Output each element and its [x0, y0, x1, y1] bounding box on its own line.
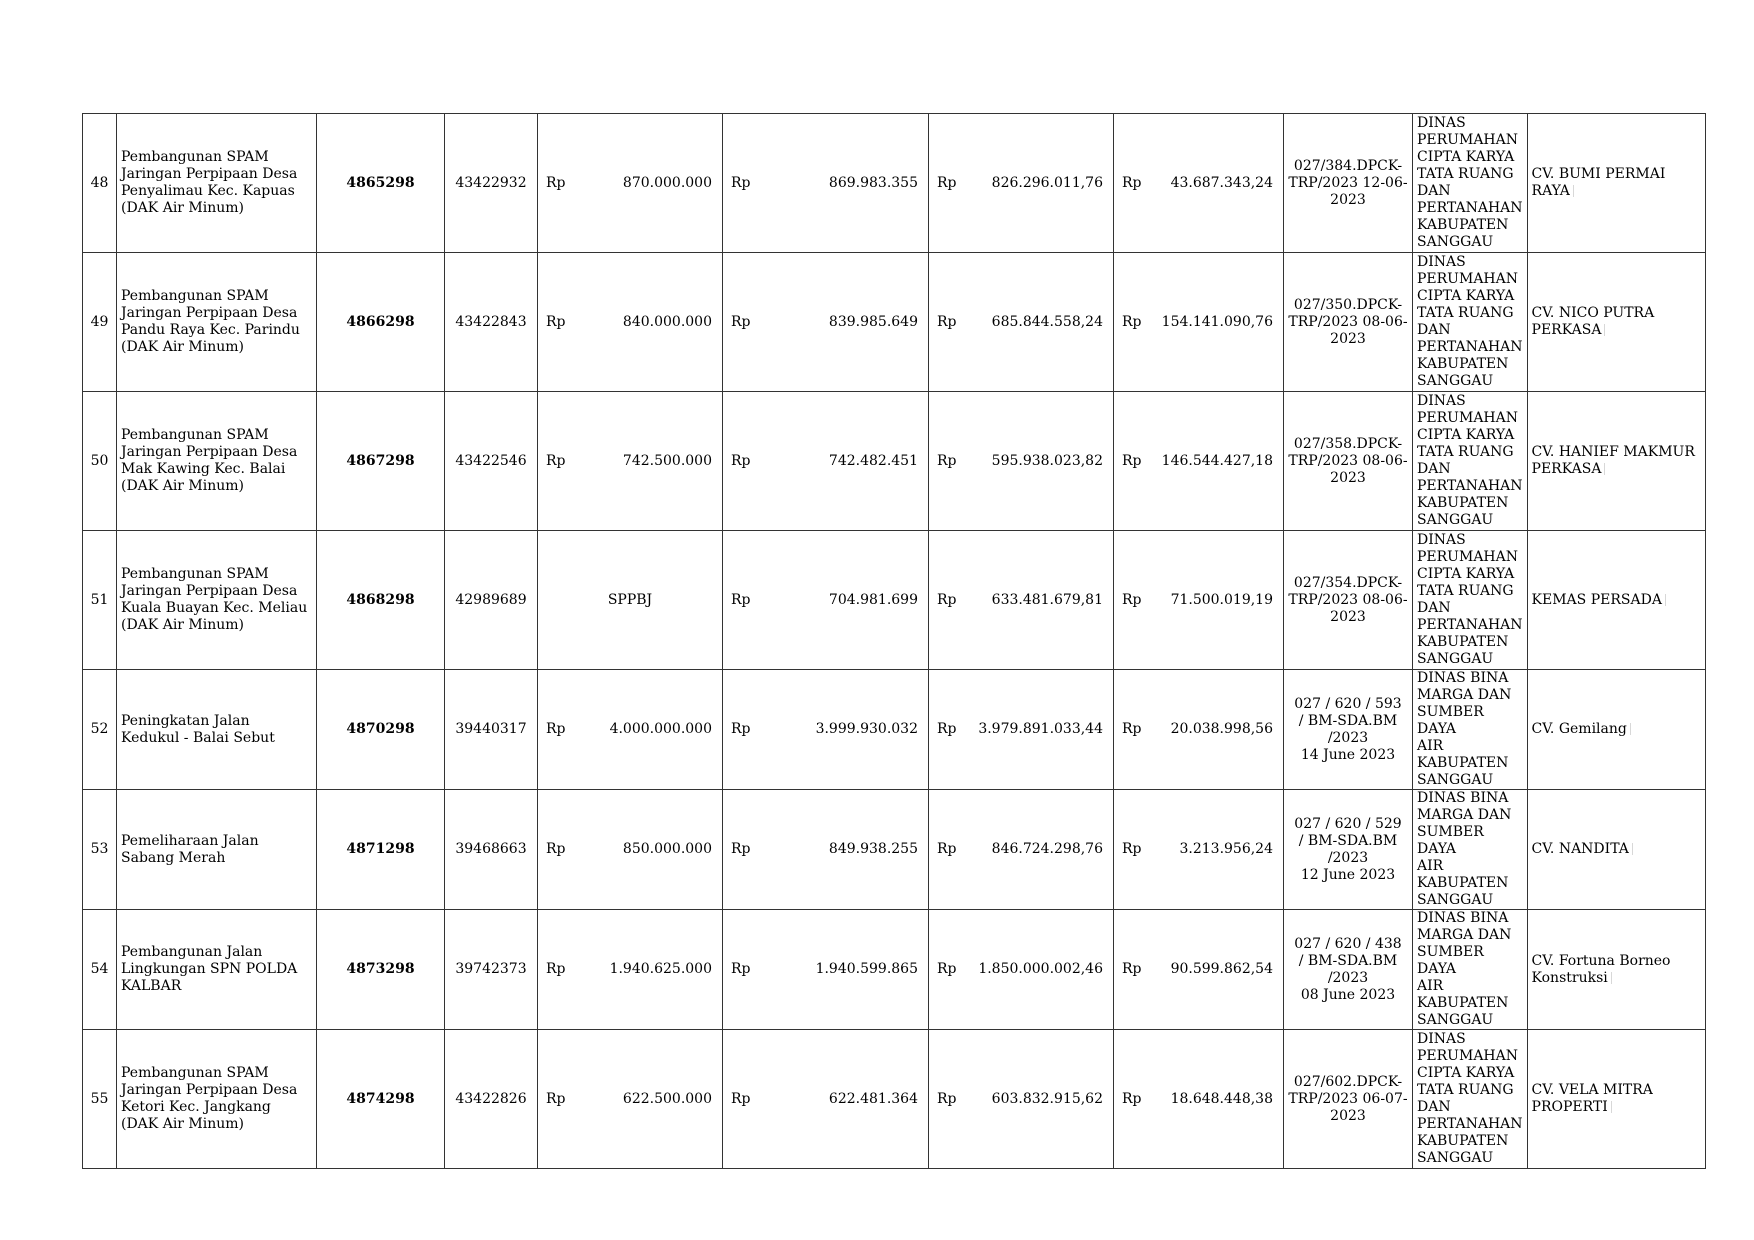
agency-name — [1413, 910, 1528, 1030]
contract-cell — [929, 910, 1114, 1030]
spk-line: / BM-SDA.BM — [1298, 712, 1398, 729]
pagu-cell-value: 840.000.000 — [622, 313, 712, 330]
agency-line: KABUPATEN — [1417, 755, 1509, 771]
spk-line: 027/350.DPCK- — [1293, 296, 1403, 313]
spk-line: /2023 — [1327, 969, 1369, 986]
table-row — [83, 392, 1706, 531]
difference-cell — [1114, 531, 1284, 670]
row-number: 48 — [83, 114, 117, 253]
currency-label: Rp — [546, 174, 566, 191]
difference-cell-value: 154.141.090,76 — [1161, 313, 1273, 330]
job-name: Pembangunan SPAM Jaringan Perpipaan Desa Kuala Buayan Kec. Meliau (DAK Air Minum) — [117, 531, 317, 670]
hps-cell — [723, 1030, 929, 1169]
pagu-cell — [538, 790, 723, 910]
hps-cell-value: 1.940.599.865 — [815, 961, 918, 977]
agency-line: PERTANAHAN — [1417, 478, 1523, 494]
contract-cell-value: 846.724.298,76 — [991, 841, 1103, 857]
currency-label: Rp — [1122, 841, 1142, 857]
spk-line: TRP/2023 08-06- — [1288, 591, 1408, 608]
agency-line: SUMBER DAYA — [1417, 704, 1484, 737]
row-number: 55 — [83, 1030, 117, 1169]
spk-line: /2023 — [1327, 729, 1369, 746]
difference-cell — [1114, 114, 1284, 253]
difference-cell-value: 20.038.998,56 — [1170, 721, 1273, 737]
contract-cell-value: 3.979.891.033,44 — [978, 721, 1103, 737]
tender-code: 39440317 — [445, 670, 538, 790]
currency-label: Rp — [546, 721, 566, 737]
currency-label: Rp — [1122, 591, 1142, 608]
agency-name — [1413, 1030, 1528, 1169]
agency-line: DINAS BINA — [1417, 790, 1509, 806]
agency-line: DINAS — [1417, 1031, 1466, 1047]
pagu-cell — [538, 531, 723, 670]
spk-line: / BM-SDA.BM — [1298, 832, 1398, 849]
agency-line: CIPTA KARYA — [1417, 1065, 1515, 1081]
agency-line: MARGA DAN — [1417, 807, 1512, 823]
vendor-label: CV. VELA MITRA PROPERTI — [1531, 1082, 1653, 1115]
vendor-label: CV. NICO PUTRA PERKASA — [1531, 305, 1655, 338]
tender-code: 42989689 — [445, 531, 538, 670]
contract-cell-value: 633.481.679,81 — [991, 591, 1103, 608]
job-name: Pembangunan SPAM Jaringan Perpipaan Desa Ketori Kec. Jangkang (DAK Air Minum) — [117, 1030, 317, 1169]
agency-line: PERTANAHAN — [1417, 339, 1523, 355]
hps-cell-value: 849.938.255 — [828, 841, 918, 857]
text-cursor-mark — [1573, 185, 1574, 197]
pagu-cell-value: 1.940.625.000 — [609, 961, 712, 977]
agency-line: SANGGAU — [1417, 512, 1494, 528]
row-number: 53 — [83, 790, 117, 910]
agency-line: SANGGAU — [1417, 373, 1494, 389]
agency-line: DAN — [1417, 1099, 1451, 1115]
contract-cell-value: 685.844.558,24 — [991, 313, 1103, 330]
currency-label: Rp — [546, 841, 566, 857]
spk-line: 027 / 620 / 438 — [1294, 935, 1402, 952]
contract-cell — [929, 531, 1114, 670]
job-name: Pemeliharaan Jalan Sabang Merah — [117, 790, 317, 910]
agency-line: SANGGAU — [1417, 234, 1494, 250]
rup-code: 4873298 — [317, 910, 445, 1030]
currency-label: Rp — [731, 841, 751, 857]
spk-line: 08 June 2023 — [1300, 986, 1396, 1003]
spk-number — [1284, 1030, 1413, 1169]
hps-cell — [723, 114, 929, 253]
rup-code: 4866298 — [317, 253, 445, 392]
pagu-cell-value: 4.000.000.000 — [609, 721, 712, 737]
agency-line: SUMBER DAYA — [1417, 824, 1484, 857]
text-cursor-mark — [1665, 594, 1666, 606]
hps-cell-value: 742.482.451 — [828, 452, 918, 469]
table-row — [83, 790, 1706, 910]
currency-label: Rp — [937, 1090, 957, 1107]
agency-line: TATA RUANG — [1417, 305, 1514, 321]
hps-cell — [723, 253, 929, 392]
agency-line: KABUPATEN — [1417, 634, 1509, 650]
agency-line: KABUPATEN — [1417, 875, 1509, 891]
agency-line: CIPTA KARYA — [1417, 566, 1515, 582]
currency-label: Rp — [731, 1090, 751, 1107]
job-name: Pembangunan SPAM Jaringan Perpipaan Desa Penyalimau Kec. Kapuas (DAK Air Minum) — [117, 114, 317, 253]
contract-cell — [929, 1030, 1114, 1169]
agency-line: TATA RUANG — [1417, 444, 1514, 460]
difference-cell-value: 18.648.448,38 — [1170, 1090, 1273, 1107]
text-cursor-mark — [1632, 843, 1633, 855]
table-row — [83, 531, 1706, 670]
vendor-label: KEMAS PERSADA — [1531, 591, 1662, 608]
currency-label: Rp — [937, 313, 957, 330]
agency-line: DINAS BINA — [1417, 910, 1509, 926]
pagu-cell-value: 870.000.000 — [622, 174, 712, 191]
rup-code: 4865298 — [317, 114, 445, 253]
agency-line: AIR — [1417, 738, 1444, 754]
spk-line: TRP/2023 12-06- — [1288, 174, 1408, 191]
contract-cell-value: 1.850.000.002,46 — [978, 961, 1103, 977]
spk-line: 12 June 2023 — [1300, 866, 1396, 883]
hps-cell-value: 839.985.649 — [828, 313, 918, 330]
currency-label: Rp — [731, 452, 751, 469]
agency-name — [1413, 253, 1528, 392]
hps-cell-value: 622.481.364 — [828, 1090, 918, 1107]
difference-cell-value: 71.500.019,19 — [1170, 591, 1273, 608]
spk-line: 027/354.DPCK- — [1293, 574, 1403, 591]
currency-label: Rp — [937, 452, 957, 469]
currency-label: Rp — [546, 1090, 566, 1107]
agency-line: SUMBER DAYA — [1417, 944, 1484, 977]
rup-code: 4870298 — [317, 670, 445, 790]
vendor-name — [1527, 670, 1705, 790]
spk-line: 027/384.DPCK- — [1293, 157, 1403, 174]
pagu-cell — [538, 670, 723, 790]
agency-line: PERUMAHAN — [1417, 271, 1518, 287]
spk-number — [1284, 670, 1413, 790]
agency-line: KABUPATEN — [1417, 495, 1509, 511]
table-row — [83, 253, 1706, 392]
tender-code: 43422546 — [445, 392, 538, 531]
agency-line: PERTANAHAN — [1417, 1116, 1523, 1132]
agency-line: AIR — [1417, 978, 1444, 994]
difference-cell-value: 43.687.343,24 — [1170, 174, 1273, 191]
currency-label: Rp — [1122, 961, 1142, 977]
vendor-label: CV. Fortuna Borneo Konstruksi — [1531, 952, 1671, 986]
job-name: Pembangunan SPAM Jaringan Perpipaan Desa Pandu Raya Kec. Parindu (DAK Air Minum) — [117, 253, 317, 392]
agency-line: PERUMAHAN — [1417, 410, 1518, 426]
agency-line: DAN — [1417, 183, 1451, 199]
rup-code: 4874298 — [317, 1030, 445, 1169]
text-cursor-mark — [1611, 972, 1612, 984]
row-number: 54 — [83, 910, 117, 1030]
vendor-name — [1527, 392, 1705, 531]
spk-number — [1284, 790, 1413, 910]
spk-line: 027/602.DPCK- — [1293, 1073, 1403, 1090]
agency-line: PERUMAHAN — [1417, 132, 1518, 148]
currency-label: Rp — [731, 721, 751, 737]
spk-line: /2023 — [1327, 849, 1369, 866]
spk-line: 027/358.DPCK- — [1293, 435, 1403, 452]
text-cursor-mark — [1630, 723, 1631, 735]
difference-cell-value: 90.599.862,54 — [1170, 961, 1273, 977]
table-row — [83, 1030, 1706, 1169]
vendor-name — [1527, 253, 1705, 392]
hps-cell-value: 869.983.355 — [828, 174, 918, 191]
agency-line: SANGGAU — [1417, 892, 1494, 908]
agency-name — [1413, 790, 1528, 910]
spk-line: 2023 — [1330, 330, 1366, 347]
currency-label: Rp — [937, 961, 957, 977]
tender-code: 39742373 — [445, 910, 538, 1030]
currency-label: Rp — [731, 313, 751, 330]
vendor-name — [1527, 531, 1705, 670]
spk-line: TRP/2023 08-06- — [1288, 313, 1408, 330]
difference-cell — [1114, 1030, 1284, 1169]
pagu-status: SPPBJ — [607, 591, 653, 608]
spk-number — [1284, 531, 1413, 670]
difference-cell — [1114, 910, 1284, 1030]
contract-cell — [929, 670, 1114, 790]
agency-line: AIR — [1417, 858, 1444, 874]
contract-cell — [929, 253, 1114, 392]
spk-number — [1284, 392, 1413, 531]
job-name: Pembangunan Jalan Lingkungan SPN POLDA KALBAR — [117, 910, 317, 1030]
row-number: 50 — [83, 392, 117, 531]
spk-line: 2023 — [1330, 469, 1366, 486]
pagu-cell-value: 850.000.000 — [622, 841, 712, 857]
agency-line: MARGA DAN — [1417, 687, 1512, 703]
agency-name — [1413, 531, 1528, 670]
currency-label: Rp — [731, 174, 751, 191]
agency-line: KABUPATEN — [1417, 217, 1509, 233]
difference-cell-value: 3.213.956,24 — [1179, 841, 1273, 857]
agency-line: DINAS — [1417, 115, 1466, 131]
vendor-label: CV. HANIEF MAKMUR PERKASA — [1531, 444, 1695, 477]
spk-number — [1284, 910, 1413, 1030]
currency-label: Rp — [546, 452, 566, 469]
contract-cell-value: 595.938.023,82 — [991, 452, 1103, 469]
spk-line: TRP/2023 08-06- — [1288, 452, 1408, 469]
spk-line: 027 / 620 / 529 — [1294, 815, 1402, 832]
spk-line: 2023 — [1330, 191, 1366, 208]
tender-code: 43422826 — [445, 1030, 538, 1169]
hps-cell-value: 704.981.699 — [828, 591, 918, 608]
currency-label: Rp — [937, 174, 957, 191]
vendor-name — [1527, 790, 1705, 910]
pagu-cell-value: 742.500.000 — [622, 452, 712, 469]
currency-label: Rp — [731, 591, 751, 608]
hps-cell — [723, 790, 929, 910]
agency-line: DINAS — [1417, 254, 1466, 270]
currency-label: Rp — [1122, 721, 1142, 737]
agency-line: SANGGAU — [1417, 1012, 1494, 1028]
agency-line: DAN — [1417, 322, 1451, 338]
text-cursor-mark — [1604, 324, 1605, 336]
spk-line: 027 / 620 / 593 — [1294, 695, 1402, 712]
spk-line: 14 June 2023 — [1300, 746, 1396, 763]
spk-line: 2023 — [1330, 1107, 1366, 1124]
vendor-name — [1527, 910, 1705, 1030]
currency-label: Rp — [937, 721, 957, 737]
agency-name — [1413, 392, 1528, 531]
contract-cell — [929, 790, 1114, 910]
agency-line: KABUPATEN — [1417, 1133, 1509, 1149]
agency-line: SANGGAU — [1417, 651, 1494, 667]
agency-name — [1413, 114, 1528, 253]
difference-cell-value: 146.544.427,18 — [1161, 452, 1273, 469]
currency-label: Rp — [546, 313, 566, 330]
spk-line: 2023 — [1330, 608, 1366, 625]
hps-cell — [723, 392, 929, 531]
table-row — [83, 910, 1706, 1030]
hps-cell — [723, 910, 929, 1030]
pagu-cell — [538, 253, 723, 392]
pagu-cell — [538, 910, 723, 1030]
agency-line: DINAS BINA — [1417, 670, 1509, 686]
spk-number — [1284, 253, 1413, 392]
table-body — [83, 114, 1706, 1169]
agency-line: PERUMAHAN — [1417, 1048, 1518, 1064]
agency-line: SANGGAU — [1417, 772, 1494, 788]
agency-line: DAN — [1417, 600, 1451, 616]
vendor-name — [1527, 1030, 1705, 1169]
agency-line: KABUPATEN — [1417, 995, 1509, 1011]
agency-name — [1413, 670, 1528, 790]
pagu-cell — [538, 392, 723, 531]
agency-line: CIPTA KARYA — [1417, 288, 1515, 304]
job-name: Pembangunan SPAM Jaringan Perpipaan Desa Mak Kawing Kec. Balai (DAK Air Minum) — [117, 392, 317, 531]
currency-label: Rp — [1122, 452, 1142, 469]
agency-line: KABUPATEN — [1417, 356, 1509, 372]
rup-code: 4867298 — [317, 392, 445, 531]
pagu-cell — [538, 114, 723, 253]
difference-cell — [1114, 253, 1284, 392]
rup-code: 4868298 — [317, 531, 445, 670]
agency-line: TATA RUANG — [1417, 166, 1514, 182]
currency-label: Rp — [1122, 174, 1142, 191]
pagu-cell — [538, 1030, 723, 1169]
agency-line: TATA RUANG — [1417, 1082, 1514, 1098]
agency-line: MARGA DAN — [1417, 927, 1512, 943]
text-cursor-mark — [1611, 1101, 1612, 1113]
row-number: 52 — [83, 670, 117, 790]
row-number: 49 — [83, 253, 117, 392]
agency-line: DAN — [1417, 461, 1451, 477]
vendor-label: CV. Gemilang — [1531, 721, 1627, 737]
hps-cell — [723, 670, 929, 790]
difference-cell — [1114, 392, 1284, 531]
contract-cell — [929, 392, 1114, 531]
contract-cell-value: 826.296.011,76 — [991, 174, 1103, 191]
table-row — [83, 114, 1706, 253]
currency-label: Rp — [731, 961, 751, 977]
tender-code: 39468663 — [445, 790, 538, 910]
hps-cell — [723, 531, 929, 670]
tender-code: 43422932 — [445, 114, 538, 253]
currency-label: Rp — [937, 591, 957, 608]
agency-line: DINAS — [1417, 532, 1466, 548]
spk-line: / BM-SDA.BM — [1298, 952, 1398, 969]
agency-line: PERTANAHAN — [1417, 200, 1523, 216]
contract-cell-value: 603.832.915,62 — [991, 1090, 1103, 1107]
pagu-cell-value: 622.500.000 — [622, 1090, 712, 1107]
spk-number — [1284, 114, 1413, 253]
currency-label: Rp — [1122, 1090, 1142, 1107]
agency-line: PERUMAHAN — [1417, 549, 1518, 565]
spk-line: TRP/2023 06-07- — [1288, 1090, 1408, 1107]
agency-line: SANGGAU — [1417, 1150, 1494, 1166]
vendor-label: CV. NANDITA — [1531, 841, 1629, 857]
vendor-label: CV. BUMI PERMAI RAYA — [1531, 166, 1666, 199]
currency-label: Rp — [546, 961, 566, 977]
agency-line: PERTANAHAN — [1417, 617, 1523, 633]
tender-code: 43422843 — [445, 253, 538, 392]
agency-line: DINAS — [1417, 393, 1466, 409]
vendor-name — [1527, 114, 1705, 253]
agency-line: CIPTA KARYA — [1417, 149, 1515, 165]
contract-cell — [929, 114, 1114, 253]
text-cursor-mark — [1604, 463, 1605, 475]
hps-cell-value: 3.999.930.032 — [815, 721, 918, 737]
job-name: Peningkatan Jalan Kedukul - Balai Sebut — [117, 670, 317, 790]
currency-label: Rp — [937, 841, 957, 857]
currency-label: Rp — [1122, 313, 1142, 330]
procurement-table — [82, 113, 1706, 1169]
table-row — [83, 670, 1706, 790]
agency-line: CIPTA KARYA — [1417, 427, 1515, 443]
difference-cell — [1114, 790, 1284, 910]
row-number: 51 — [83, 531, 117, 670]
difference-cell — [1114, 670, 1284, 790]
rup-code: 4871298 — [317, 790, 445, 910]
agency-line: TATA RUANG — [1417, 583, 1514, 599]
